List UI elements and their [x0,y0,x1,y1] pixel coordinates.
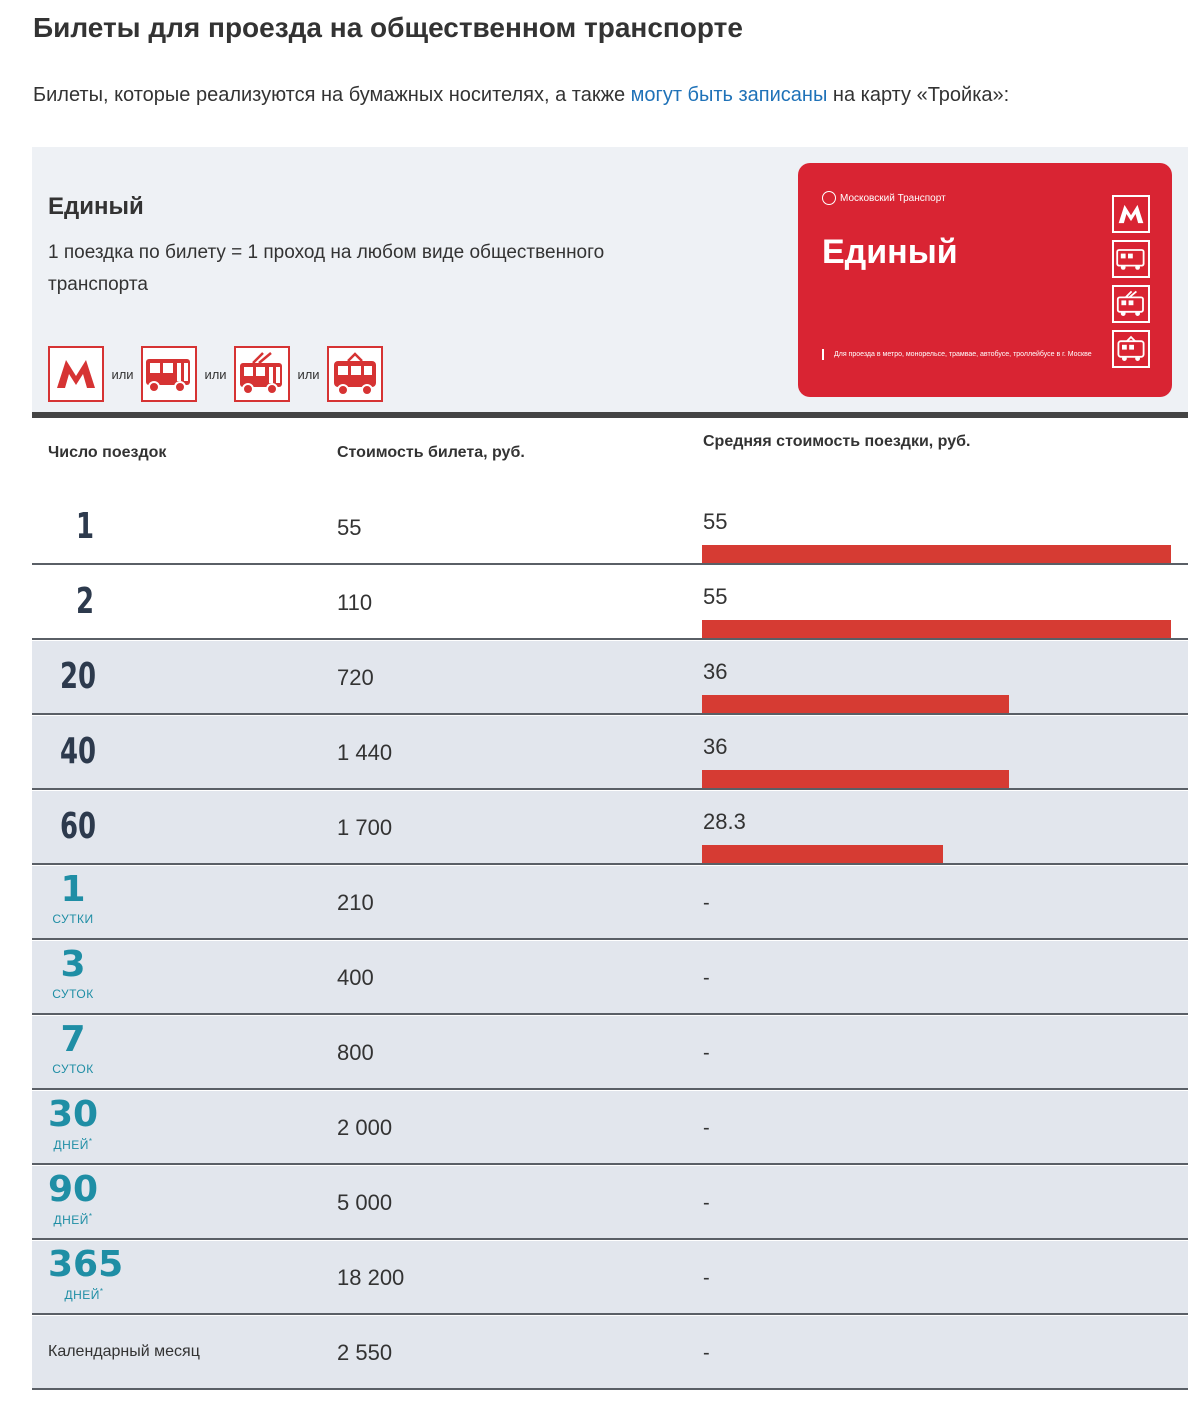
transport-icons [48,344,383,404]
brand-logo-icon [822,191,836,205]
avg-price-bar [702,770,1009,788]
intro-after: на карту «Тройка»: [827,84,1010,106]
ticket-name: Единый [48,193,144,220]
avg-price-bar [702,845,943,863]
period-number: 30 [48,1094,99,1135]
period-unit [48,1287,120,1302]
or-label: или [297,366,320,382]
ticket-price: 1 440 [337,740,393,765]
page-title: Билеты для проезда на общественном транспорте [33,12,743,43]
period-unit-text: ДНЕЙ [53,1138,89,1152]
metro-icon [1112,195,1150,233]
avg-price: - [703,1117,710,1139]
trips-count: 2 [76,581,95,622]
avg-price: - [703,1042,710,1064]
period-unit [48,1212,98,1227]
period-unit-text: ДНЕЙ [53,1213,89,1227]
period-unit-text: ДНЕЙ [64,1288,100,1302]
table-row [32,1166,1188,1240]
ticket-price: 55 [337,515,362,540]
period-number: 3 [60,944,86,985]
period-number: 1 [60,869,86,910]
intro-link[interactable]: могут быть записаны [630,84,828,106]
table-row [32,566,1188,640]
card-icons [1112,195,1150,368]
ticket-price: 210 [337,890,374,915]
period-number: 90 [48,1169,99,1210]
table-row [32,1091,1188,1165]
table-row [32,716,1188,790]
avg-price-bar [702,545,1171,563]
calendar-month-label: Календарный месяц [48,1343,200,1360]
bus-icon [141,346,197,402]
table-row [32,941,1188,1015]
ticket-card-image [798,163,1172,397]
period-number: 7 [60,1019,86,1060]
ticket-panel [32,147,1188,412]
avg-price: 55 [703,509,728,534]
metro-icon [48,346,104,402]
trolleybus-icon [234,346,290,402]
header-avg: Средняя стоимость поездки, руб. [703,433,971,450]
avg-price: - [703,1342,710,1364]
tram-icon [327,346,383,402]
avg-price: - [703,1267,710,1289]
intro-before: Билеты, которые реализуются на бумажных носителях, а также [33,84,631,106]
trips-count: 1 [76,506,95,547]
intro-text [33,82,1009,108]
period-unit: СУТКИ [52,912,94,926]
avg-price-bar [702,620,1171,638]
ticket-price: 1 700 [337,815,393,840]
table-row [32,866,1188,940]
card-brand-text: Московский Транспорт [840,192,946,204]
table-row [32,491,1188,565]
avg-price: 36 [703,734,728,759]
ticket-price: 400 [337,965,374,990]
ticket-price: 720 [337,665,374,690]
trolleybus-icon [1112,285,1150,323]
or-label: или [111,366,134,382]
period-number: 365 [48,1244,124,1285]
ticket-description: 1 поездка по билету = 1 проход на любом виде общественного транспорта [48,242,605,295]
footnote-mark: * [88,1137,93,1146]
period-unit: СУТОК [52,987,94,1001]
ticket-price: 18 200 [337,1265,405,1290]
table-row [32,1016,1188,1090]
period-unit [48,1137,98,1152]
table-row [32,641,1188,715]
avg-price: - [703,892,710,914]
ticket-price: 2 000 [337,1115,393,1140]
or-label: или [204,366,227,382]
table-header [32,418,1188,490]
bus-icon [1112,240,1150,278]
avg-price: - [703,1192,710,1214]
header-price: Стоимость билета, руб. [337,444,525,461]
trips-count: 60 [60,806,97,847]
table-row [32,791,1188,865]
trips-count: 20 [60,656,97,697]
ticket-price: 110 [337,590,373,615]
avg-price-bar [702,695,1009,713]
ticket-price: 800 [337,1040,374,1065]
table-row [32,1316,1188,1390]
ticket-price: 2 550 [337,1340,393,1365]
ticket-price: 5 000 [337,1190,393,1215]
tram-icon [1112,330,1150,368]
period-unit: СУТОК [52,1062,94,1076]
card-brand [822,191,946,205]
footnote-mark: * [99,1287,104,1296]
header-trips: Число поездок [48,444,167,461]
card-name: Единый [822,233,958,271]
avg-price: 36 [703,659,728,684]
table-row [32,1241,1188,1315]
avg-price: 28.3 [703,809,746,834]
footnote-mark: * [88,1212,93,1221]
trips-count: 40 [60,731,97,772]
avg-price: 55 [703,584,728,609]
avg-price: - [703,967,710,989]
card-note: Для проезда в метро, монорельсе, трамвае, автобусе, троллейбусе в г. Москве [822,349,1094,360]
